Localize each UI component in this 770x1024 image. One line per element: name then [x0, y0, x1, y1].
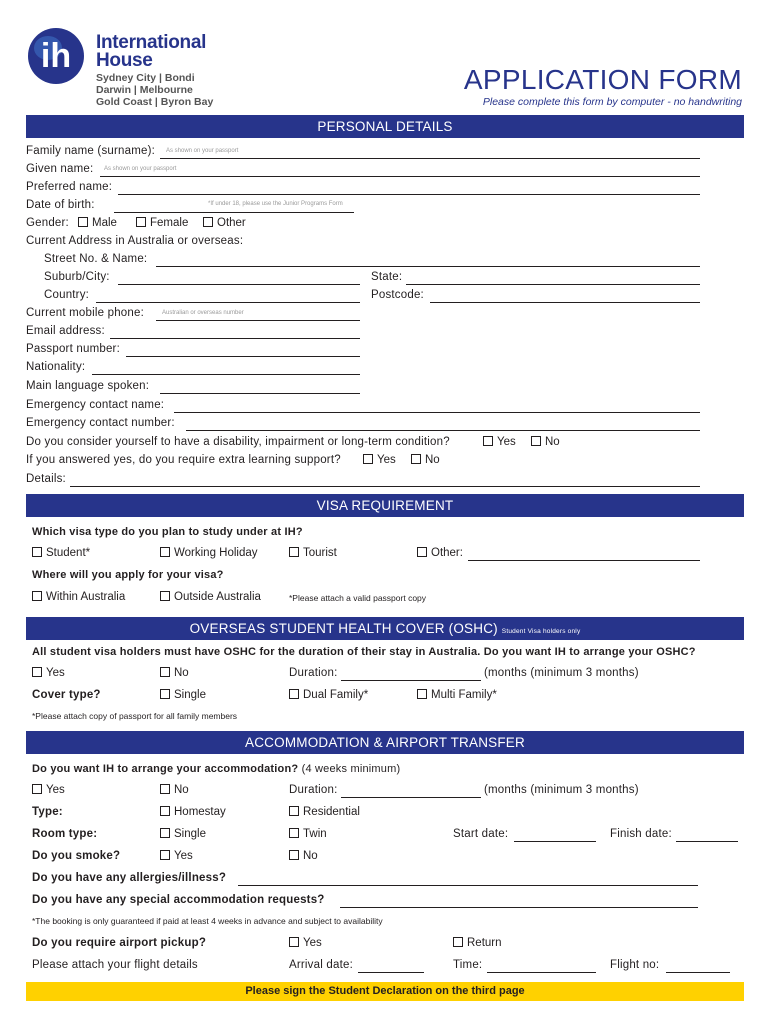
checkbox-icon [289, 850, 299, 860]
state-input[interactable] [406, 272, 700, 285]
visa-type-question: Which visa type do you plan to study under at IH? [32, 526, 303, 538]
option-label: Within Australia [46, 591, 126, 603]
accom-duration-input[interactable] [341, 785, 481, 798]
oshc-heading [26, 617, 744, 640]
email-label: Email address: [26, 325, 105, 337]
finish-date-input[interactable] [676, 829, 738, 842]
footer-notice: Please sign the Student Declaration on the third page [26, 982, 744, 1001]
pickup-return-checkbox[interactable] [453, 937, 502, 949]
accom-type-label: Type: [32, 806, 63, 818]
accom-question-text: Do you want IH to arrange your accommodation? [32, 763, 299, 775]
oshc-duration-label: Duration: [289, 667, 338, 679]
details-input[interactable] [70, 474, 700, 487]
oshc-yes-checkbox[interactable] [32, 667, 65, 679]
checkbox-icon [32, 591, 42, 601]
address-label: Current Address in Australia or overseas: [26, 235, 244, 247]
brand-locations [96, 72, 213, 108]
visa-heading: VISA REQUIREMENT [26, 494, 744, 517]
checkbox-icon [289, 806, 299, 816]
smoke-yes-checkbox[interactable] [160, 850, 193, 862]
visa-other-input[interactable] [468, 548, 700, 561]
allergies-label: Do you have any allergies/illness? [32, 872, 227, 884]
checkbox-icon [160, 806, 170, 816]
support-yes-checkbox[interactable] [363, 454, 396, 466]
finish-date-label: Finish date: [610, 828, 672, 840]
option-label: Homestay [174, 806, 226, 818]
gender-label: Gender: [26, 217, 69, 229]
option-label: Male [92, 217, 117, 229]
logo-graphic [26, 26, 92, 86]
page-title: APPLICATION FORM [463, 64, 742, 95]
brand-name-line1: International [96, 32, 207, 53]
family-name-hint: As shown on your passport [166, 148, 239, 154]
visa-where-question: Where will you apply for your visa? [32, 569, 224, 581]
visa-student-checkbox[interactable] [32, 547, 90, 559]
option-label: Dual Family* [303, 689, 369, 701]
room-twin-checkbox[interactable] [289, 828, 327, 840]
postcode-label: Postcode: [371, 289, 424, 301]
preferred-name-input[interactable] [118, 182, 700, 195]
checkbox-icon [417, 689, 427, 699]
oshc-cover-type-label: Cover type? [32, 689, 101, 701]
option-label: Working Holiday [174, 547, 258, 559]
disability-yes-checkbox[interactable] [483, 436, 516, 448]
checkbox-icon [136, 217, 146, 227]
option-label: No [174, 784, 189, 796]
postcode-input[interactable] [430, 290, 700, 303]
brand-name-line2: House [96, 50, 153, 71]
checkbox-icon [289, 828, 299, 838]
language-input[interactable] [160, 381, 360, 394]
option-label: No [545, 436, 560, 448]
passport-input[interactable] [126, 344, 360, 357]
option-label: Yes [46, 667, 65, 679]
checkbox-icon [78, 217, 88, 227]
suburb-input[interactable] [118, 272, 360, 285]
visa-other-checkbox[interactable] [417, 547, 463, 559]
start-date-label: Start date: [453, 828, 509, 840]
option-label: Yes [497, 436, 516, 448]
option-label: Other: [431, 547, 463, 559]
checkbox-icon [32, 667, 42, 677]
nationality-input[interactable] [92, 362, 360, 375]
option-label: Yes [303, 937, 322, 949]
accom-duration-label: Duration: [289, 784, 338, 796]
option-label: No [174, 667, 189, 679]
accom-months-label: (months (minimum 3 months) [484, 784, 639, 796]
page-subtitle: Please complete this form by computer - no handwriting [482, 96, 742, 108]
checkbox-icon [160, 667, 170, 677]
given-name-label: Given name: [26, 163, 94, 175]
start-date-input[interactable] [514, 829, 596, 842]
visa-note: *Please attach a valid passport copy [289, 593, 427, 603]
oshc-dual-family-checkbox[interactable] [289, 689, 368, 701]
accom-residential-checkbox[interactable] [289, 806, 360, 818]
checkbox-icon [417, 547, 427, 557]
option-label: Tourist [303, 547, 337, 559]
passport-label: Passport number: [26, 343, 120, 355]
checkbox-icon [160, 689, 170, 699]
arrival-date-label: Arrival date: [289, 959, 353, 971]
gender-female-checkbox[interactable] [136, 217, 188, 229]
pickup-yes-checkbox[interactable] [289, 937, 322, 949]
emergency-number-label: Emergency contact number: [26, 417, 175, 429]
checkbox-icon [289, 547, 299, 557]
smoke-no-checkbox[interactable] [289, 850, 318, 862]
logo [26, 26, 92, 86]
oshc-duration-input[interactable] [341, 668, 481, 681]
option-label: Yes [377, 454, 396, 466]
family-name-label: Family name (surname): [26, 145, 156, 157]
option-label: Residential [303, 806, 360, 818]
oshc-heading-text: OVERSEAS STUDENT HEALTH COVER (OSHC) [189, 621, 498, 636]
country-input[interactable] [96, 290, 360, 303]
nationality-label: Nationality: [26, 361, 86, 373]
personal-details-heading: PERSONAL DETAILS [26, 115, 744, 138]
option-label: Return [467, 937, 502, 949]
arrival-date-input[interactable] [358, 960, 424, 973]
allergies-input[interactable] [238, 873, 698, 886]
checkbox-icon [32, 547, 42, 557]
oshc-single-checkbox[interactable] [160, 689, 206, 701]
gender-male-checkbox[interactable] [78, 217, 117, 229]
checkbox-icon [160, 547, 170, 557]
flight-no-label: Flight no: [610, 959, 660, 971]
option-label: Female [150, 217, 189, 229]
oshc-note: *Please attach copy of passport for all family members [32, 711, 238, 721]
room-single-checkbox[interactable] [160, 828, 206, 840]
emergency-number-input[interactable] [186, 418, 700, 431]
checkbox-icon [453, 937, 463, 947]
oshc-multi-family-checkbox[interactable] [417, 689, 497, 701]
preferred-name-label: Preferred name: [26, 181, 113, 193]
room-type-label: Room type: [32, 828, 98, 840]
language-label: Main language spoken: [26, 380, 150, 392]
accom-homestay-checkbox[interactable] [160, 806, 226, 818]
gender-other-checkbox[interactable] [203, 217, 246, 229]
visa-working-holiday-checkbox[interactable] [160, 547, 258, 559]
option-label: Single [174, 689, 206, 701]
dob-hint: *If under 18, please use the Junior Programs Form [208, 201, 343, 207]
support-no-checkbox[interactable] [411, 454, 440, 466]
disability-no-checkbox[interactable] [531, 436, 560, 448]
option-label: Other [217, 217, 246, 229]
smoke-label: Do you smoke? [32, 850, 121, 862]
checkbox-icon [289, 689, 299, 699]
visa-within-australia-checkbox[interactable] [32, 591, 125, 603]
checkbox-icon [160, 850, 170, 860]
family-name-input[interactable] [160, 146, 700, 159]
accom-note: *The booking is only guaranteed if paid at least 4 weeks in advance and subject to availability [32, 916, 383, 926]
emergency-name-label: Emergency contact name: [26, 399, 165, 411]
accom-yes-checkbox[interactable] [32, 784, 65, 796]
checkbox-icon [32, 784, 42, 794]
flight-no-input[interactable] [666, 960, 730, 973]
time-label: Time: [453, 959, 483, 971]
visa-tourist-checkbox[interactable] [289, 547, 337, 559]
mobile-label: Current mobile phone: [26, 307, 144, 319]
option-label: Student* [46, 547, 91, 559]
oshc-heading-small: Student Visa holders only [501, 628, 581, 635]
option-label: No [425, 454, 440, 466]
pickup-label: Do you require airport pickup? [32, 937, 207, 949]
oshc-months-label: (months (minimum 3 months) [484, 667, 639, 679]
accom-question [32, 763, 400, 775]
option-label: Twin [303, 828, 327, 840]
location-line: Sydney City | Bondi [96, 72, 195, 84]
option-label: Yes [46, 784, 65, 796]
suburb-label: Suburb/City: [44, 271, 110, 283]
oshc-no-checkbox[interactable] [160, 667, 189, 679]
svg-text:ih: ih [40, 37, 72, 75]
checkbox-icon [289, 937, 299, 947]
brand-name [96, 34, 206, 70]
checkbox-icon [363, 454, 373, 464]
accom-no-checkbox[interactable] [160, 784, 189, 796]
street-label: Street No. & Name: [44, 253, 148, 265]
flight-details-label: Please attach your flight details [32, 959, 198, 971]
checkbox-icon [531, 436, 541, 446]
location-line: Gold Coast | Byron Bay [96, 96, 214, 108]
given-name-input[interactable] [100, 164, 700, 177]
option-label: Yes [174, 850, 193, 862]
disability-question: Do you consider yourself to have a disability, impairment or long-term condition? [26, 436, 450, 448]
email-input[interactable] [110, 326, 360, 339]
visa-outside-australia-checkbox[interactable] [160, 591, 261, 603]
state-label: State: [371, 271, 403, 283]
special-requests-input[interactable] [340, 895, 698, 908]
accom-question-suffix: (4 weeks minimum) [301, 763, 401, 775]
accommodation-heading: ACCOMMODATION & AIRPORT TRANSFER [26, 731, 744, 754]
option-label: No [303, 850, 318, 862]
country-label: Country: [44, 289, 90, 301]
checkbox-icon [160, 828, 170, 838]
option-label: Multi Family* [431, 689, 497, 701]
checkbox-icon [160, 591, 170, 601]
given-name-hint: As shown on your passport [104, 166, 177, 172]
mobile-hint: Australian or overseas number [162, 310, 244, 316]
option-label: Single [174, 828, 206, 840]
street-input[interactable] [156, 254, 700, 267]
checkbox-icon [483, 436, 493, 446]
emergency-name-input[interactable] [174, 400, 700, 413]
support-question: If you answered yes, do you require extra learning support? [26, 454, 341, 466]
option-label: Outside Australia [174, 591, 261, 603]
checkbox-icon [203, 217, 213, 227]
location-line: Darwin | Melbourne [96, 84, 193, 96]
checkbox-icon [411, 454, 421, 464]
dob-label: Date of birth: [26, 199, 95, 211]
special-requests-label: Do you have any special accommodation requests? [32, 894, 325, 906]
oshc-question: All student visa holders must have OSHC for the duration of their stay in Australia. Do you want IH to arrange your OSHC? [32, 646, 696, 658]
checkbox-icon [160, 784, 170, 794]
details-label: Details: [26, 473, 66, 485]
time-input[interactable] [487, 960, 596, 973]
